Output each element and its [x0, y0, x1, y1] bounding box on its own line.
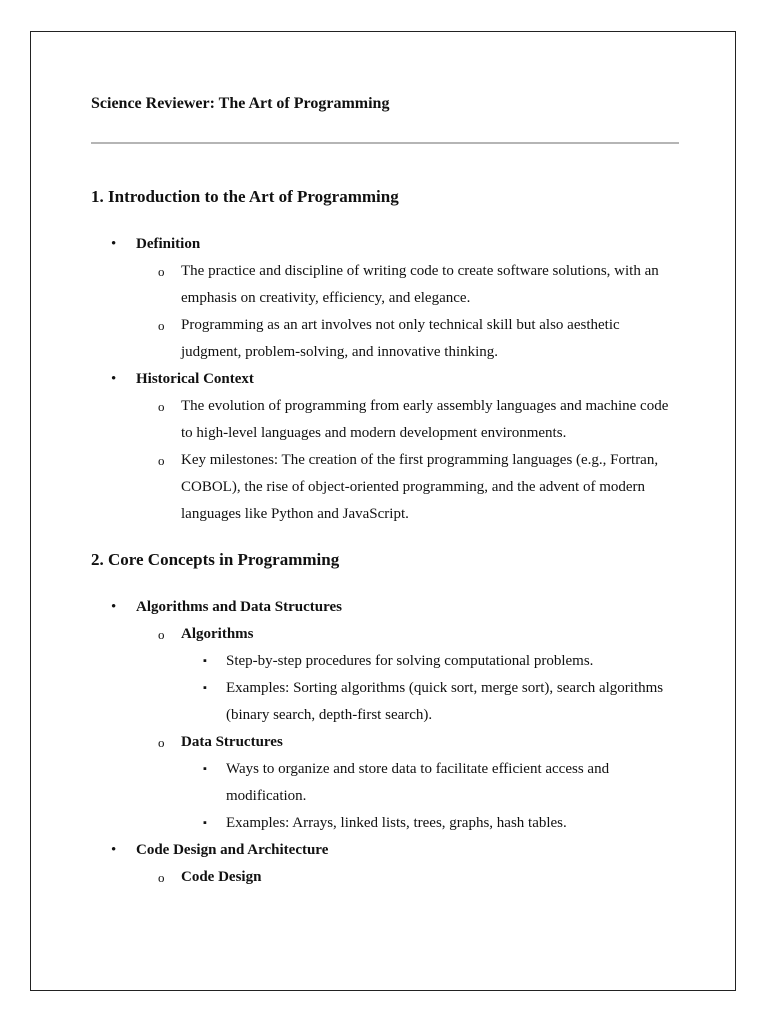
item-label: Algorithms [181, 626, 254, 642]
bullet-marker: • [111, 599, 117, 615]
square-marker: ▪ [203, 763, 207, 775]
circle-marker: o [158, 453, 165, 468]
sub-list [136, 393, 679, 528]
sub-list [136, 258, 679, 366]
circle-marker: o [158, 627, 165, 642]
detail-list-item [181, 810, 679, 837]
list-item-code-design-architecture [91, 837, 679, 891]
item-text: Examples: Arrays, linked lists, trees, graphs, hash tables. [226, 815, 567, 831]
section-heading-core-concepts: 2. Core Concepts in Programming [91, 550, 340, 569]
item-label: Code Design and Architecture [136, 842, 329, 858]
circle-marker: o [158, 264, 165, 279]
list-item-algorithms-data-structures [91, 594, 679, 837]
sub-list [136, 621, 679, 837]
item-text: Step-by-step procedures for solving computational problems. [226, 653, 594, 669]
item-label: Code Design [181, 869, 262, 885]
sub-list-item-data-structures [136, 729, 679, 837]
detail-list-item [181, 648, 679, 675]
item-text: Programming as an art involves not only technical skill but also aesthetic judgment, problem-solving, and innovative thinking. [181, 317, 620, 360]
sub-list-item [136, 312, 679, 366]
item-text: The evolution of programming from early assembly languages and machine code to high-level languages and modern development environments. [181, 398, 669, 441]
section-heading-introduction: 1. Introduction to the Art of Programming [91, 187, 399, 206]
circle-marker: o [158, 735, 165, 750]
bullet-marker: • [111, 236, 117, 252]
item-label: Data Structures [181, 734, 283, 750]
document-page [30, 31, 736, 991]
title-divider [91, 142, 679, 144]
detail-list-item [181, 675, 679, 729]
list-item-definition [91, 231, 679, 366]
section-2-list [91, 594, 679, 891]
square-marker: ▪ [203, 817, 207, 829]
circle-marker: o [158, 318, 165, 333]
square-marker: ▪ [203, 682, 207, 694]
sub-list-item-algorithms [136, 621, 679, 729]
item-label: Definition [136, 236, 201, 252]
sub-list-item-code-design [136, 864, 679, 891]
item-label: Historical Context [136, 371, 254, 387]
sub-list [136, 864, 679, 891]
item-text: Examples: Sorting algorithms (quick sort, merge sort), search algorithms (binary search, depth-first search). [226, 680, 664, 723]
circle-marker: o [158, 399, 165, 414]
detail-list-item [181, 756, 679, 810]
sub-list-item [136, 258, 679, 312]
square-marker: ▪ [203, 655, 207, 667]
bullet-marker: • [111, 842, 117, 858]
sub-list-item [136, 447, 679, 528]
detail-list [181, 756, 679, 837]
document-content [91, 92, 679, 891]
detail-list [181, 648, 679, 729]
list-item-historical-context [91, 366, 679, 528]
item-label: Algorithms and Data Structures [136, 599, 342, 615]
item-text: Ways to organize and store data to facilitate efficient access and modification. [226, 761, 610, 804]
section-1-list [91, 231, 679, 528]
item-text: The practice and discipline of writing code to create software solutions, with an emphasis on creativity, efficiency, and elegance. [181, 263, 659, 306]
document-title: Science Reviewer: The Art of Programming [91, 95, 390, 112]
circle-marker: o [158, 870, 165, 885]
bullet-marker: • [111, 371, 117, 387]
item-text: Key milestones: The creation of the first programming languages (e.g., Fortran, COBOL), the rise of object-oriented programming, and the advent of modern languages like Python and JavaScript. [181, 452, 659, 522]
sub-list-item [136, 393, 679, 447]
